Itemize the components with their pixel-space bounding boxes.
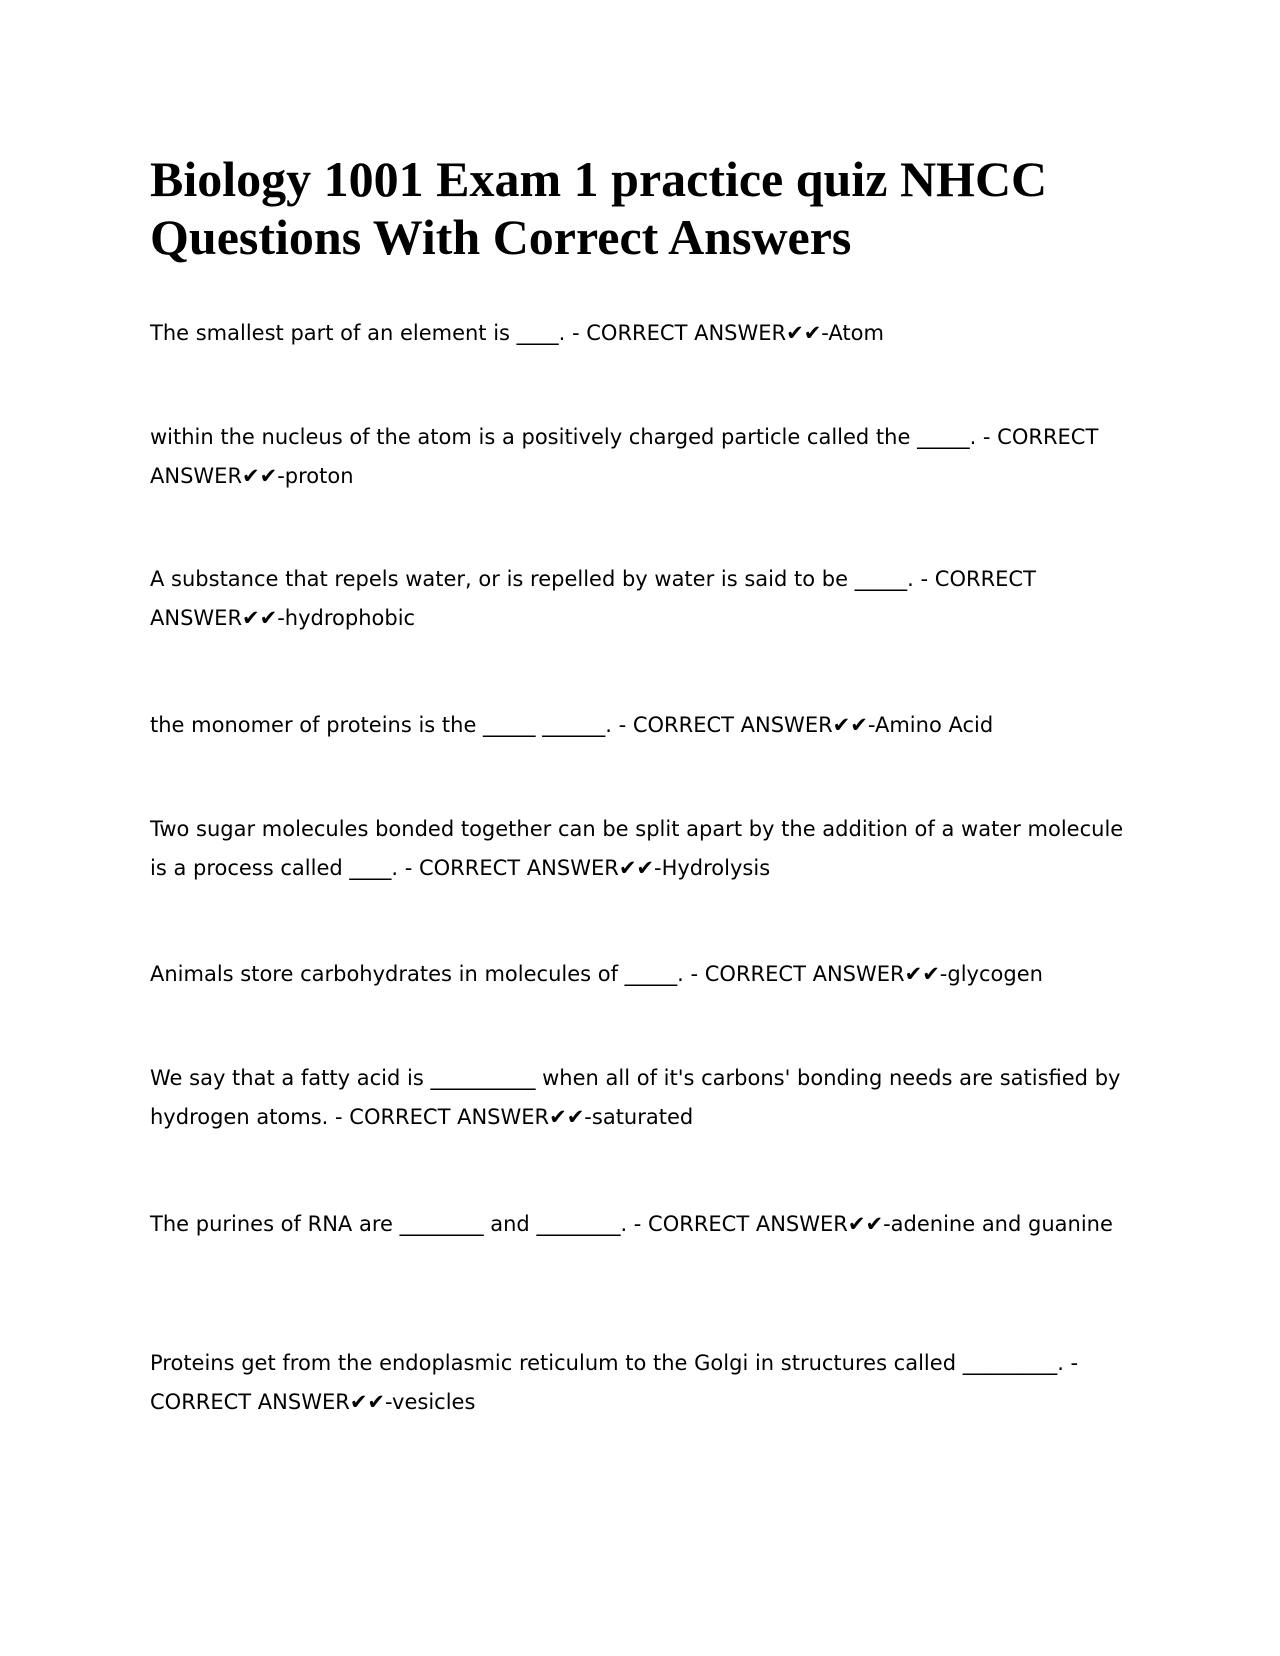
- qa-item-4: the monomer of proteins is the _____ ______. - CORRECT ANSWER✔✔-Amino Acid: [150, 713, 994, 737]
- qa-item-1: The smallest part of an element is ____. - CORRECT ANSWER✔✔-Atom: [150, 321, 884, 345]
- qa-item-6: Animals store carbohydrates in molecules of _____. - CORRECT ANSWER✔✔-glycogen: [150, 962, 1043, 986]
- qa-item-3: A substance that repels water, or is repelled by water is said to be _____. - CORRECT ANSWER✔✔-hydrophobic: [150, 567, 1036, 630]
- qa-item-5: Two sugar molecules bonded together can be split apart by the addition of a water molecule is a process called ____. - CORRECT ANSWER✔✔-Hydrolysis: [150, 817, 1124, 880]
- qa-item-9: Proteins get from the endoplasmic reticulum to the Golgi in structures called _________. - CORRECT ANSWER✔✔-vesicles: [150, 1351, 1079, 1414]
- qa-item-7: We say that a fatty acid is __________ when all of it's carbons' bonding needs are satisfied by hydrogen atoms. - CORRECT ANSWER✔✔-saturated: [150, 1066, 1121, 1129]
- qa-item-2: within the nucleus of the atom is a positively charged particle called the _____. - CORRECT ANSWER✔✔-proton: [150, 425, 1099, 488]
- document-title: Biology 1001 Exam 1 practice quiz NHCC Questions With Correct Answers: [150, 151, 1048, 265]
- qa-item-8: The purines of RNA are ________ and ________. - CORRECT ANSWER✔✔-adenine and guanine: [150, 1212, 1113, 1236]
